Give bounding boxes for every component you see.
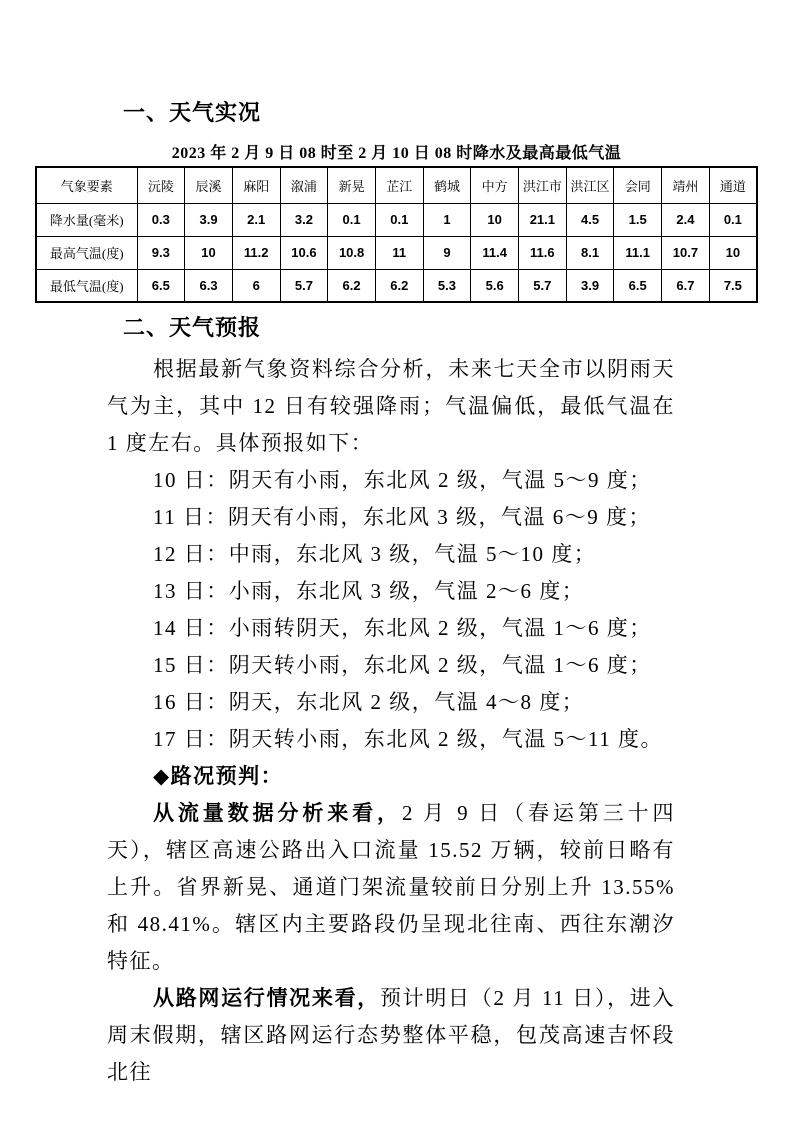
column-header: 靖州: [662, 167, 710, 203]
road-condition-heading: ◆路况预判：: [153, 764, 284, 788]
forecast-line-day17: 17 日：阴天转小雨，东北风 2 级，气温 5～11 度。: [153, 727, 663, 751]
forecast-intro-paragraph: 根据最新气象资料综合分析，未来七天全市以阴雨天气为主，其中 12 日有较强降雨；气温偏低，最低气温在 1 度左右。具体预报如下：: [107, 357, 675, 455]
table-cell: 10: [709, 236, 757, 269]
table-cell: 10.6: [280, 236, 328, 269]
row-label: 最高气温(度): [36, 236, 137, 269]
forecast-line-day12: 12 日：中雨，东北风 3 级，气温 5～10 度；: [153, 542, 597, 566]
table-cell: 3.9: [185, 203, 233, 236]
table-cell: 9.3: [137, 236, 185, 269]
table-cell: 11.1: [614, 236, 662, 269]
road-paragraph-text: 2 月 9 日（春运第三十四天），辖区高速公路出入口流量 15.52 万辆，较前日略有上升。省界新晃、通道门架流量较前日分别上升 13.55%和 48.41%。辖区内主要路段仍呈现北往南、西往东潮汐特征。: [107, 801, 676, 973]
table-cell: 0.1: [375, 203, 423, 236]
table-cell: 5.3: [423, 269, 471, 302]
row-label: 最低气温(度): [36, 269, 137, 302]
road-paragraph-lead: 从路网运行情况来看，: [153, 986, 380, 1010]
table-cell: 5.7: [280, 269, 328, 302]
table-cell: 11.2: [232, 236, 280, 269]
table-row-precipitation: [36, 203, 757, 236]
forecast-line-day16: 16 日：阴天，东北风 2 级，气温 4～8 度；: [153, 690, 585, 714]
section1-heading: 一、天气实况: [123, 100, 262, 125]
table-cell: 0.1: [328, 203, 376, 236]
table-cell: 3.2: [280, 203, 328, 236]
table-header-row: [36, 167, 757, 203]
road-paragraph-lead: 从流量数据分析来看，: [153, 801, 402, 825]
table-cell: 0.1: [709, 203, 757, 236]
table-cell: 7.5: [709, 269, 757, 302]
table-row-min-temp: [36, 269, 757, 302]
forecast-line-day10: 10 日：阴天有小雨，东北风 2 级，气温 5～9 度；: [153, 468, 652, 492]
column-header: 气象要素: [36, 167, 137, 203]
table-cell: 2.1: [232, 203, 280, 236]
table-cell: 8.1: [566, 236, 614, 269]
table-cell: 10: [185, 236, 233, 269]
column-header: 鹤城: [423, 167, 471, 203]
forecast-line-day13: 13 日：小雨，东北风 3 级，气温 2～6 度；: [153, 579, 585, 603]
column-header: 会同: [614, 167, 662, 203]
table-caption: 2023 年 2 月 9 日 08 时至 2 月 10 日 08 时降水及最高最低气温: [171, 145, 622, 162]
table-cell: 21.1: [519, 203, 567, 236]
road-paragraph-text: 预计明日（2 月 11 日），进入周末假期，辖区路网运行态势整体平稳，包茂高速吉怀段北往: [107, 986, 675, 1084]
road-paragraph-traffic-volume: [107, 795, 675, 980]
table-cell: 4.5: [566, 203, 614, 236]
table-cell: 6.5: [614, 269, 662, 302]
column-header: 溆浦: [280, 167, 328, 203]
table-cell: 9: [423, 236, 471, 269]
column-header: 新晃: [328, 167, 376, 203]
table-cell: 3.9: [566, 269, 614, 302]
table-cell: 10.8: [328, 236, 376, 269]
table-cell: 6.2: [328, 269, 376, 302]
table-cell: 6: [232, 269, 280, 302]
table-cell: 11.4: [471, 236, 519, 269]
table-cell: 5.6: [471, 269, 519, 302]
forecast-body: [107, 351, 675, 1091]
column-header: 洪江市: [519, 167, 567, 203]
weather-table: [35, 166, 758, 303]
column-header: 洪江区: [566, 167, 614, 203]
road-paragraph-network-status: [107, 980, 675, 1091]
table-cell: 11: [375, 236, 423, 269]
table-cell: 11.6: [519, 236, 567, 269]
table-cell: 6.2: [375, 269, 423, 302]
forecast-line-day15: 15 日：阴天转小雨，东北风 2 级，气温 1～6 度；: [153, 653, 652, 677]
column-header: 通道: [709, 167, 757, 203]
table-cell: 6.3: [185, 269, 233, 302]
column-header: 辰溪: [185, 167, 233, 203]
forecast-line-day14: 14 日：小雨转阴天，东北风 2 级，气温 1～6 度；: [153, 616, 652, 640]
column-header: 芷江: [375, 167, 423, 203]
table-cell: 6.5: [137, 269, 185, 302]
table-cell: 6.7: [662, 269, 710, 302]
table-cell: 2.4: [662, 203, 710, 236]
table-cell: 10.7: [662, 236, 710, 269]
table-row-max-temp: [36, 236, 757, 269]
section2-heading: 二、天气预报: [123, 315, 262, 340]
column-header: 沅陵: [137, 167, 185, 203]
forecast-line-day11: 11 日：阴天有小雨，东北风 3 级，气温 6～9 度；: [153, 505, 651, 529]
table-cell: 10: [471, 203, 519, 236]
row-label: 降水量(毫米): [36, 203, 137, 236]
column-header: 麻阳: [232, 167, 280, 203]
table-cell: 0.3: [137, 203, 185, 236]
column-header: 中方: [471, 167, 519, 203]
table-cell: 1: [423, 203, 471, 236]
table-cell: 1.5: [614, 203, 662, 236]
table-cell: 5.7: [519, 269, 567, 302]
